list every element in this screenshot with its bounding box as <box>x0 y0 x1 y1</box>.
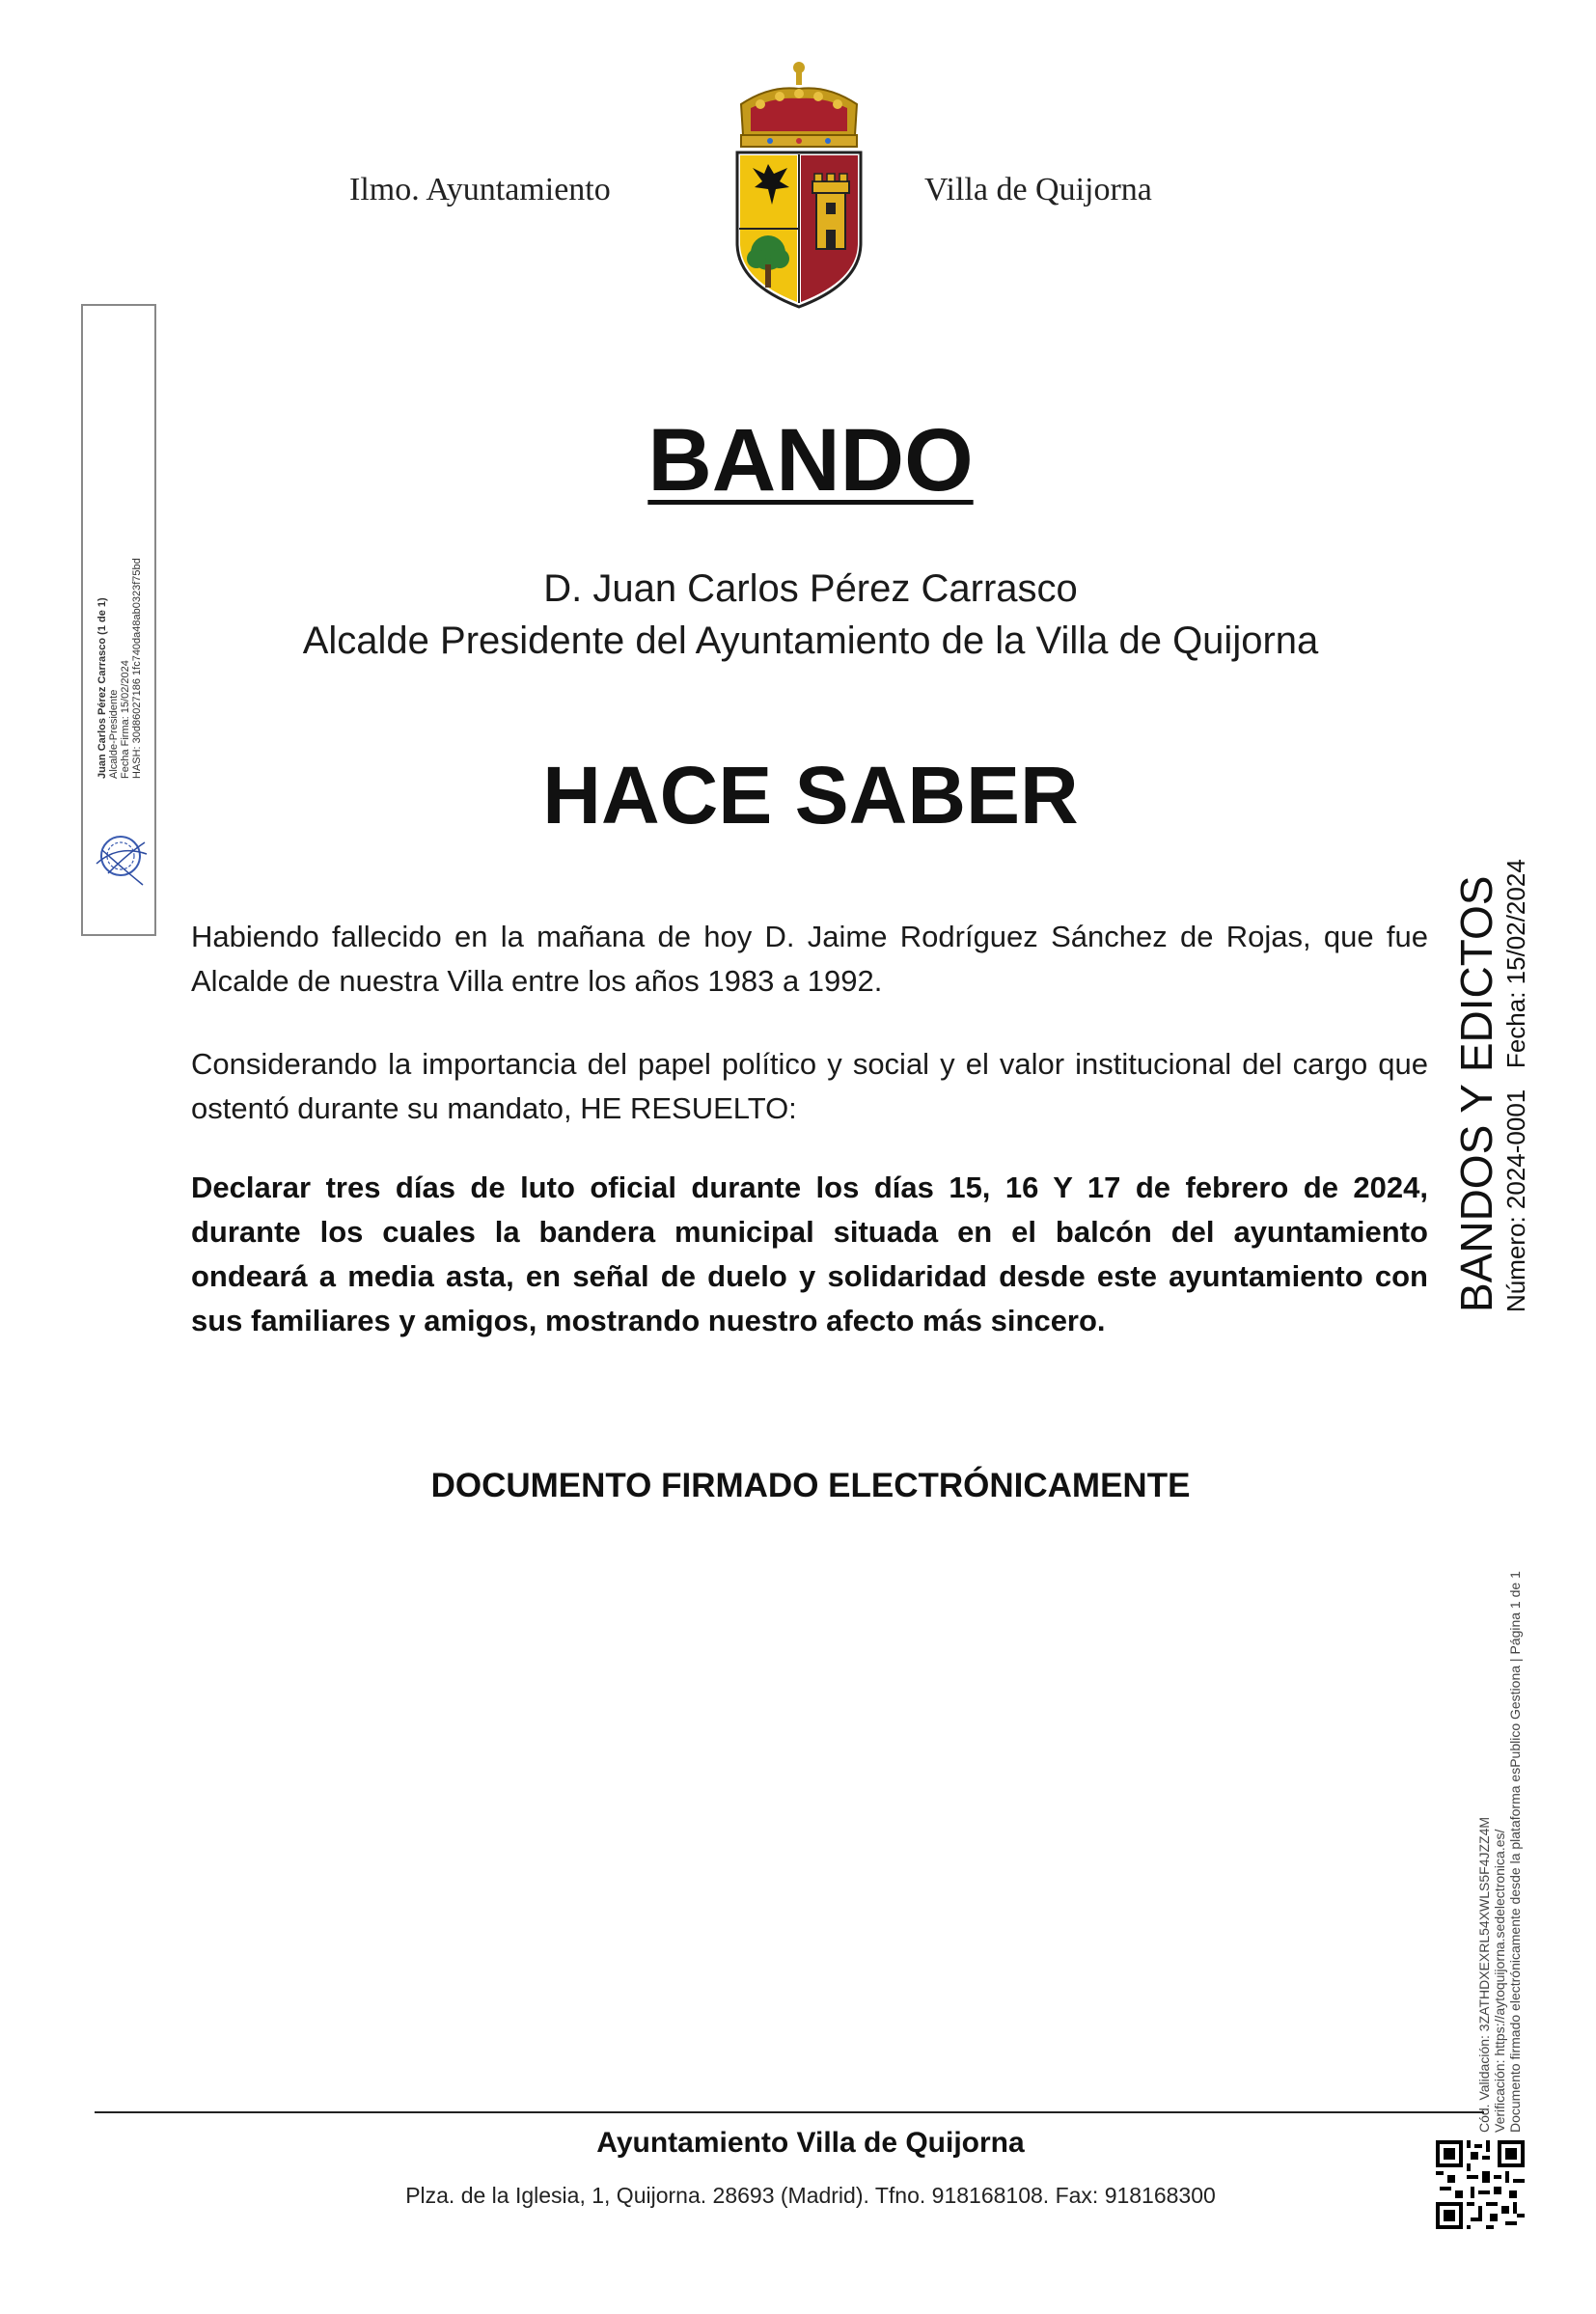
validation-url: Verificación: https://aytoquijorna.sedelectronica.es/ <box>1492 1829 1507 2133</box>
page-title: BANDO <box>647 411 974 510</box>
shield-icon <box>737 152 861 307</box>
mayor-role: Alcalde Presidente del Ayuntamiento de la Villa de Quijorna <box>302 620 1319 662</box>
footer-name: Ayuntamiento Villa de Quijorna <box>596 2127 1025 2159</box>
paragraph-1: Habiendo fallecido en la mañana de hoy D. Jaime Rodríguez Sánchez de Rojas, que fue Alcalde de nuestra Villa entre los años 1983 a 1992. <box>191 920 1428 998</box>
registry-title: BANDOS Y EDICTOS <box>1451 875 1501 1312</box>
paragraph-2: Considerando la importancia del papel político y social y el valor institucional del cargo que ostentó durante su mandato, HE RESUELTO: <box>191 1047 1428 1125</box>
signature-hash: HASH: 30d86027186 1fc740da48ab0323f75bd <box>131 558 143 779</box>
validation-code: Cód. Validación: 3ZATHDXEXRL54XWLS5F4JZZ4M <box>1476 1816 1492 2133</box>
footer-address: Plza. de la Iglesia, 1, Quijorna. 28693 (Madrid). Tfno. 918168108. Fax: 918168300 <box>405 2183 1216 2208</box>
mayor-name: D. Juan Carlos Pérez Carrasco <box>543 567 1078 610</box>
signed-notice: DOCUMENTO FIRMADO ELECTRÓNICAMENTE <box>430 1467 1191 1504</box>
registry-meta <box>1501 849 1530 1312</box>
registry-stamp <box>1447 849 1534 1312</box>
validation-platform: Documento firmado electrónicamente desde la plataforma esPublico Gestiona | Página 1 de 1 <box>1507 1571 1523 2133</box>
registry-number: Número: 2024-0001 <box>1501 1088 1530 1312</box>
signature-date: Fecha Firma: 15/02/2024 <box>120 660 131 779</box>
paragraph-resolution: Declarar tres días de luto oficial durante los días 15, 16 Y 17 de febrero de 2024, durante los cuales la bandera municipal situada en el balcón del ayuntamiento ondeará a media asta, en señal de duelo y solidaridad desde este ayuntamiento con sus familiares y amigos, mostrando nuestro afecto más sincero. <box>191 1171 1428 1337</box>
crown-icon <box>741 62 857 147</box>
signature-signer: Juan Carlos Pérez Carrasco (1 de 1) <box>96 597 108 779</box>
registry-date: Fecha: 15/02/2024 <box>1501 859 1530 1069</box>
coat-of-arms-logo <box>731 60 867 311</box>
header-left-text: Ilmo. Ayuntamiento <box>349 172 611 207</box>
mayor-block <box>0 563 1596 667</box>
subtitle-hace-saber: HACE SABER <box>542 750 1079 840</box>
validation-block <box>1474 1438 1532 2133</box>
header-right-text: Villa de Quijorna <box>924 172 1152 207</box>
qr-code-icon <box>1436 2140 1525 2229</box>
signature-role: Alcalde-Presidente <box>108 689 120 779</box>
footer-divider <box>95 2111 1484 2113</box>
